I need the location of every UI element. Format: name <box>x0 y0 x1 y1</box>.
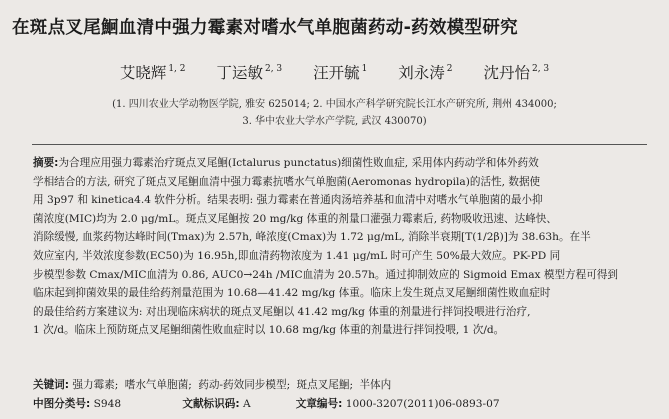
abstract-line: 1 次/d。临床上预防斑点叉尾鮰细菌性败血症时以 10.68 mg/kg 体重的剂量进行拌饲投喂, 1 次/d。 <box>33 324 505 337</box>
abstract-line: 学相结合的方法, 研究了斑点叉尾鮰血清中强力霉素抗嗜水气单胞菌(Aeromonas hydropila)的活性, 数据使 <box>33 175 541 188</box>
abstract-line: 的最佳给药方案建议为: 对出现临床病状的斑点叉尾鮰以 41.42 mg/kg 体重的剂量进行拌饲投喂进行治疗, <box>33 305 531 318</box>
keyword: 半体内 <box>359 379 392 391</box>
keyword: 斑点叉尾鮰; <box>296 379 354 391</box>
clc-number <box>33 396 179 411</box>
abstract-line: 效应室内, 半效浓度参数(EC50)为 16.95h,即血清药物浓度为 1.41 μg/mL 时可产生 50%最大效应。PK-PD 同 <box>33 249 561 262</box>
keyword: 嗜水气单胞菌; <box>124 379 192 391</box>
keyword: 药动-药效同步模型; <box>198 379 291 391</box>
affiliation-line: (1. 四川农业大学动物医学院, 雅安 625014; 2. 中国水产科学研究院长江水产研究所, 荆州 434000; <box>112 99 557 110</box>
author-affiliation-mark: 2, 3 <box>531 64 550 74</box>
author-list <box>0 61 669 83</box>
author-name: 沈丹怡 <box>483 64 530 82</box>
author-affiliation-mark: 1, 2 <box>168 64 186 74</box>
affiliation-line: 3. 华中农业大学水产学院, 武汉 430070) <box>242 116 427 127</box>
author <box>216 61 282 83</box>
author-name: 艾晓辉 <box>119 64 167 82</box>
author-affiliation-mark: 1 <box>361 64 368 74</box>
abstract <box>33 154 643 340</box>
author <box>398 61 452 83</box>
divider <box>32 144 647 145</box>
document-code-label: 文献标识码: <box>182 398 240 410</box>
article-number-label: 文章编号: <box>295 398 343 410</box>
keywords-label: 关键词: <box>33 379 70 391</box>
author <box>483 61 549 83</box>
author-name: 丁运敏 <box>216 64 263 82</box>
article-number <box>296 396 500 411</box>
author <box>120 61 186 83</box>
clc-label: 中图分类号: <box>33 398 91 410</box>
abstract-line: 临床起到抑菌效果的最佳给药剂量范围为 10.68—41.42 mg/kg 体重。临床上发生斑点叉尾鮰细菌性败血症时 <box>33 287 551 300</box>
abstract-label: 摘要: <box>33 157 59 169</box>
keyword: 强力霉素; <box>72 379 119 391</box>
abstract-line <box>33 154 643 173</box>
clc-value: S948 <box>93 398 122 410</box>
keywords <box>33 377 643 392</box>
abstract-line: 用 3p97 和 kinetica4.4 软件分析。结果表明: 强力霉素在普通肉汤培养基和血清中对嗜水气单胞菌的最小抑 <box>33 194 543 207</box>
article-number-value: 1000-3207(2011)06-0893-07 <box>345 398 500 410</box>
document-code-value: A <box>242 398 251 410</box>
document-code <box>182 396 292 411</box>
author <box>313 61 367 83</box>
abstract-line: 消除缓慢, 血浆药物达峰时间(Tmax)为 2.57h, 峰浓度(Cmax)为 1.72 μg/mL, 消除半衰期[T(1/2β)]为 38.63h。在半 <box>33 231 591 244</box>
abstract-line: 步模型参数 Cmax/MIC血清为 0.86, AUC0→24h /MIC血清为 20.57h。通过抑制效应的 Sigmoid Emax 模型方程可得到 <box>33 268 619 281</box>
abstract-line: 菌浓度(MIC)均为 2.0 μg/mL。斑点叉尾鮰按 20 mg/kg 体重的剂量口灌强力霉素后, 药物吸收迅速、达峰快、 <box>33 212 557 225</box>
author-affiliation-mark: 2, 3 <box>264 64 283 74</box>
paper-title: 在斑点叉尾鮰血清中强力霉素对嗜水气单胞菌药动-药效模型研究 <box>12 18 518 38</box>
author-name: 汪开毓 <box>313 64 360 82</box>
author-affiliation-mark: 2 <box>446 64 453 74</box>
abstract-text: 为合理应用强力霉素治疗斑点叉尾鮰(Ictalurus punctatus)细菌性败血症, 采用体内药动学和体外药效 <box>58 157 539 169</box>
publication-meta <box>33 396 643 411</box>
author-name: 刘永涛 <box>398 64 445 82</box>
